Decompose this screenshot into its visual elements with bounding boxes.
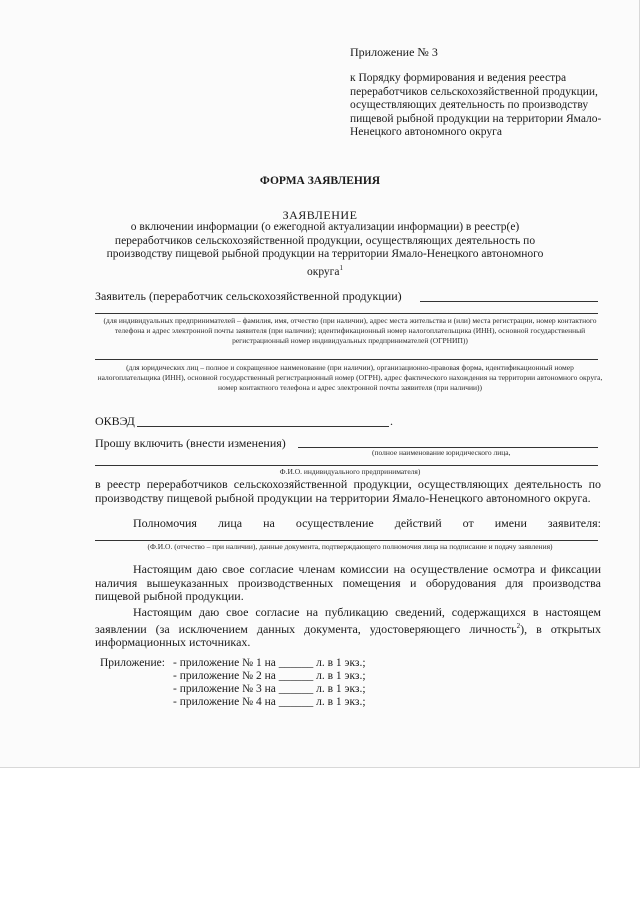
attachment-tail: л. в 1 экз.;: [316, 683, 366, 695]
attachment-item: [173, 670, 366, 682]
authority-word: лица: [217, 516, 243, 530]
form-title: ФОРМА ЗАЯВЛЕНИЯ: [259, 175, 381, 187]
annex-description: к Порядку формирования и ведения реестра переработчиков сельскохозяйственной продукции, осуществляющих деятельность по производству пищевой рыбной продукции на территории Ямало-Ненецкого автономного округа: [350, 72, 602, 139]
request-hint-bottom: Ф.И.О. индивидуального предпринимателя): [279, 467, 421, 476]
okved-label: ОКВЭД: [95, 414, 135, 428]
attachment-pages-field[interactable]: ______: [278, 683, 314, 695]
okved-field[interactable]: [137, 426, 389, 427]
attachment-pages-field[interactable]: ______: [278, 696, 314, 708]
attachment-item: [173, 657, 366, 669]
attachment-text: - приложение № 3 на: [173, 683, 276, 695]
attachment-item: [173, 696, 366, 708]
okved-end: .: [390, 414, 393, 428]
authority-word: действий: [394, 516, 442, 530]
authority-line: [133, 516, 601, 531]
statement-subtitle-text: о включении информации (о ежегодной актуализации информации) в реестр(е) переработчиков сельскохозяйственной продукции, осуществляющих деятельность по производству пищевой рыбной продукции на территории Ямало-Ненецкого автономного округа: [106, 221, 544, 278]
authority-word: на: [263, 516, 275, 530]
request-label: Прошу включить (внести изменения): [95, 436, 286, 450]
footnote-1: 1: [339, 263, 343, 272]
applicant-field[interactable]: [420, 301, 598, 302]
attachment-pages-field[interactable]: ______: [278, 670, 314, 682]
annex-number: Приложение № 3: [350, 45, 438, 59]
authority-word: Полномочия: [133, 516, 197, 530]
applicant-hint-legal: (для юридических лиц – полное и сокращенное наименование (при наличии), организационно-правовая форма, идентификационный номер налогоплательщика (ИНН), основной государственный регистрационный номер (ОГРН), адрес фактического нахождения на территории автономного округа, номер контактного телефона и адрес электронной почты заявителя (при наличии)): [97, 363, 603, 392]
attachments-label: Приложение:: [100, 657, 165, 669]
authority-word: от: [462, 516, 474, 530]
authority-hint: (Ф.И.О. (отчество – при наличии), данные документа, подтверждающего полномочия лица на подписание и подачу заявления): [147, 542, 553, 551]
attachment-text: - приложение № 4 на: [173, 696, 276, 708]
attachment-text: - приложение № 1 на: [173, 657, 276, 669]
authority-word: заявителя:: [547, 516, 601, 530]
request-text: в реестр переработчиков сельскохозяйственной продукции, осуществляющих деятельность по производству пищевой рыбной продукции на территории Ямало-Ненецкого автономного округа.: [95, 477, 601, 505]
applicant-label: Заявитель (переработчик сельскохозяйственной продукции): [95, 289, 402, 303]
attachment-text: - приложение № 2 на: [173, 670, 276, 682]
consent-publication-tail: ), в открытых информационных источниках.: [95, 621, 601, 650]
request-field-line-2[interactable]: [95, 465, 598, 466]
consent-inspection: Настоящим даю свое согласие членам комиссии на осуществление осмотра и фиксации наличия вышеуказанных производственных помещения и оборудования для производства пищевой рыбной продукции.: [95, 562, 601, 604]
applicant-hint-individual: (для индивидуальных предпринимателей – фамилия, имя, отчество (при наличии), адрес места жительства и (или) места регистрации, номер контактного телефона и адрес электронной почты заявителя (при наличии); идентификационный номер налогоплательщика (ИНН), основной государственный регистрационный номер индивидуальных предпринимателей (ОГРНИП)): [103, 316, 597, 345]
attachment-tail: л. в 1 экз.;: [316, 670, 366, 682]
authority-word: имени: [494, 516, 527, 530]
applicant-field-line-2[interactable]: [95, 313, 598, 314]
request-hint-right: (полное наименование юридического лица,: [372, 448, 511, 457]
attachment-tail: л. в 1 экз.;: [316, 657, 366, 669]
authority-field[interactable]: [95, 540, 598, 541]
consent-publication-text: Настоящим даю свое согласие на публикацию сведений, содержащихся в настоящем заявлении (за исключением данных документа, удостоверяющего личность: [95, 605, 601, 636]
footnote-2: 2: [516, 621, 521, 630]
consent-publication: [95, 606, 601, 650]
statement-title: ЗАЯВЛЕНИЕ: [282, 208, 358, 222]
authority-word: осуществление: [295, 516, 374, 530]
attachment-pages-field[interactable]: ______: [278, 657, 314, 669]
applicant-field-line-3[interactable]: [95, 359, 598, 360]
attachment-tail: л. в 1 экз.;: [316, 696, 366, 708]
statement-subtitle: [95, 221, 555, 279]
attachment-item: [173, 683, 366, 695]
